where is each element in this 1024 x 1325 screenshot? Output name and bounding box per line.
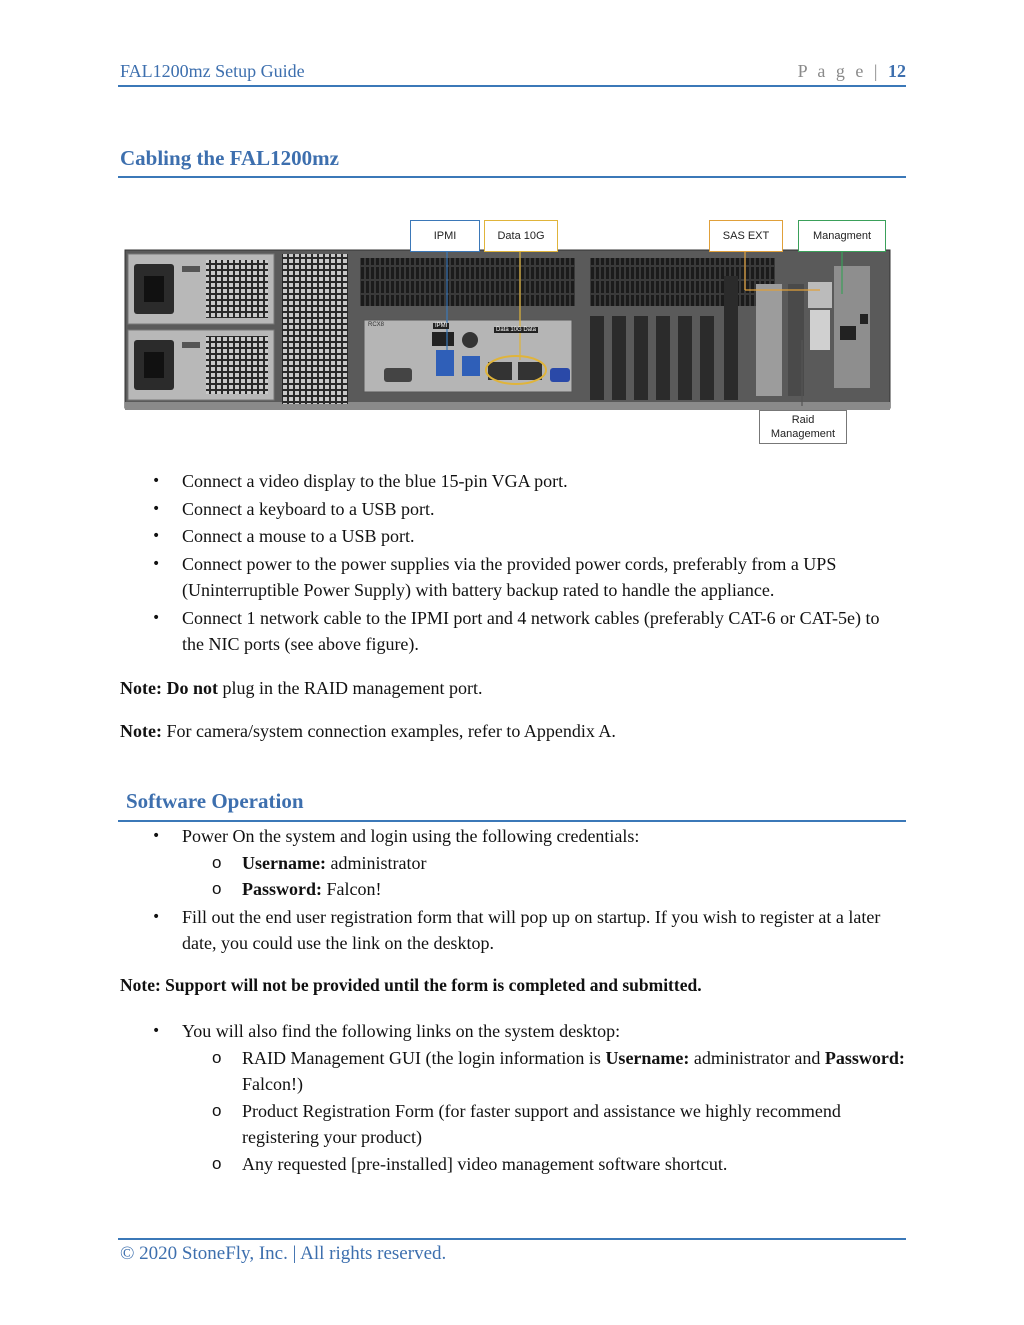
username-value: administrator xyxy=(325,852,427,873)
credentials-list xyxy=(182,850,910,903)
software-instructions xyxy=(120,823,910,957)
footer-copyright: © 2020 StoneFly, Inc. | All rights reserved. xyxy=(120,1243,447,1264)
callout-ipmi: IPMI xyxy=(410,220,480,252)
server-rear-figure xyxy=(120,210,900,450)
raid-gui-text: RAID Management GUI (the login information is xyxy=(242,1047,606,1068)
panel-label-data10g: Data 10G Data xyxy=(496,327,537,333)
desktop-link-vms: o Any requested [pre-installed] video management software shortcut. xyxy=(182,1151,910,1178)
desktop-links-intro: You will also find the following links on the system desktop: xyxy=(182,1021,621,1041)
credential-password xyxy=(182,876,910,903)
note-text: plug in the RAID management port. xyxy=(218,678,483,698)
section-rule-software xyxy=(118,820,906,822)
note-text: For camera/system connection examples, refer to Appendix A. xyxy=(161,721,616,741)
page-separator: | xyxy=(866,61,888,81)
list-item: • Connect a keyboard to a USB port. xyxy=(120,496,900,523)
note-label: Note: xyxy=(120,721,162,741)
section-title-cabling: Cabling the FAL1200mz xyxy=(120,146,339,170)
callout-managment: Managment xyxy=(798,220,886,252)
list-item: • Connect power to the power supplies via the provided power cords, preferably from a UPS (Uninterruptible Power Supply) with battery backup rated to handle the appliance. xyxy=(120,551,900,604)
page-label: P a g e xyxy=(797,61,867,81)
cabling-bullet-list xyxy=(120,468,900,658)
password-label: Password: xyxy=(242,879,322,899)
header-rule xyxy=(118,85,906,87)
raid-username-text: administrator and xyxy=(689,1047,825,1068)
cabling-instructions xyxy=(120,468,900,658)
password-value: Falcon! xyxy=(322,879,382,899)
desktop-links-list xyxy=(182,1045,910,1178)
section-title-software: Software Operation xyxy=(126,789,304,813)
page-number xyxy=(798,61,906,82)
list-item: • Fill out the end user registration form that will pop up on startup. If you wish to register at a later date, you could use the link on the desktop. xyxy=(120,904,910,957)
section-rule-cabling xyxy=(118,176,906,178)
note-support: Note: Support will not be provided until the form is completed and submitted. xyxy=(120,975,702,995)
callout-raid-management: Raid Management xyxy=(759,410,847,444)
credential-username xyxy=(182,850,910,877)
panel-label-top-left: RCX8 xyxy=(368,322,385,328)
power-on-text: Power On the system and login using the following credentials: xyxy=(182,826,640,846)
software-bullet-list-1 xyxy=(120,823,910,957)
list-item: • Connect a video display to the blue 15-pin VGA port. xyxy=(120,468,900,495)
list-item xyxy=(120,823,910,903)
callout-sas-ext: SAS EXT xyxy=(709,220,783,252)
list-item: • Connect a mouse to a USB port. xyxy=(120,523,900,550)
page-number-value: 12 xyxy=(888,61,906,81)
desktop-link-registration: o Product Registration Form (for faster support and assistance we highly recommend registering your product) xyxy=(182,1098,910,1151)
software-bullet-list-2 xyxy=(120,1018,910,1177)
desktop-links-section xyxy=(120,1018,910,1177)
raid-username-label: Username: xyxy=(605,1047,690,1068)
panel-label-ipmi: IPMI xyxy=(435,323,448,329)
list-item xyxy=(120,1018,910,1177)
note-emphasis: Do not xyxy=(166,678,218,698)
list-item: • Connect 1 network cable to the IPMI port and 4 network cables (preferably CAT-6 or CAT-5e) to the NIC ports (see above figure). xyxy=(120,605,900,658)
footer-rule xyxy=(118,1238,906,1240)
raid-password-text: Falcon!) xyxy=(242,1074,303,1094)
header-title: FAL1200mz Setup Guide xyxy=(120,61,305,81)
note-label: Note: xyxy=(120,678,162,698)
username-label: Username: xyxy=(242,852,326,873)
desktop-link-raid-gui xyxy=(182,1045,910,1098)
callout-data10g: Data 10G xyxy=(484,220,558,252)
note-raid-port xyxy=(120,678,482,699)
raid-password-label: Password: xyxy=(824,1047,905,1068)
note-appendix xyxy=(120,721,616,742)
